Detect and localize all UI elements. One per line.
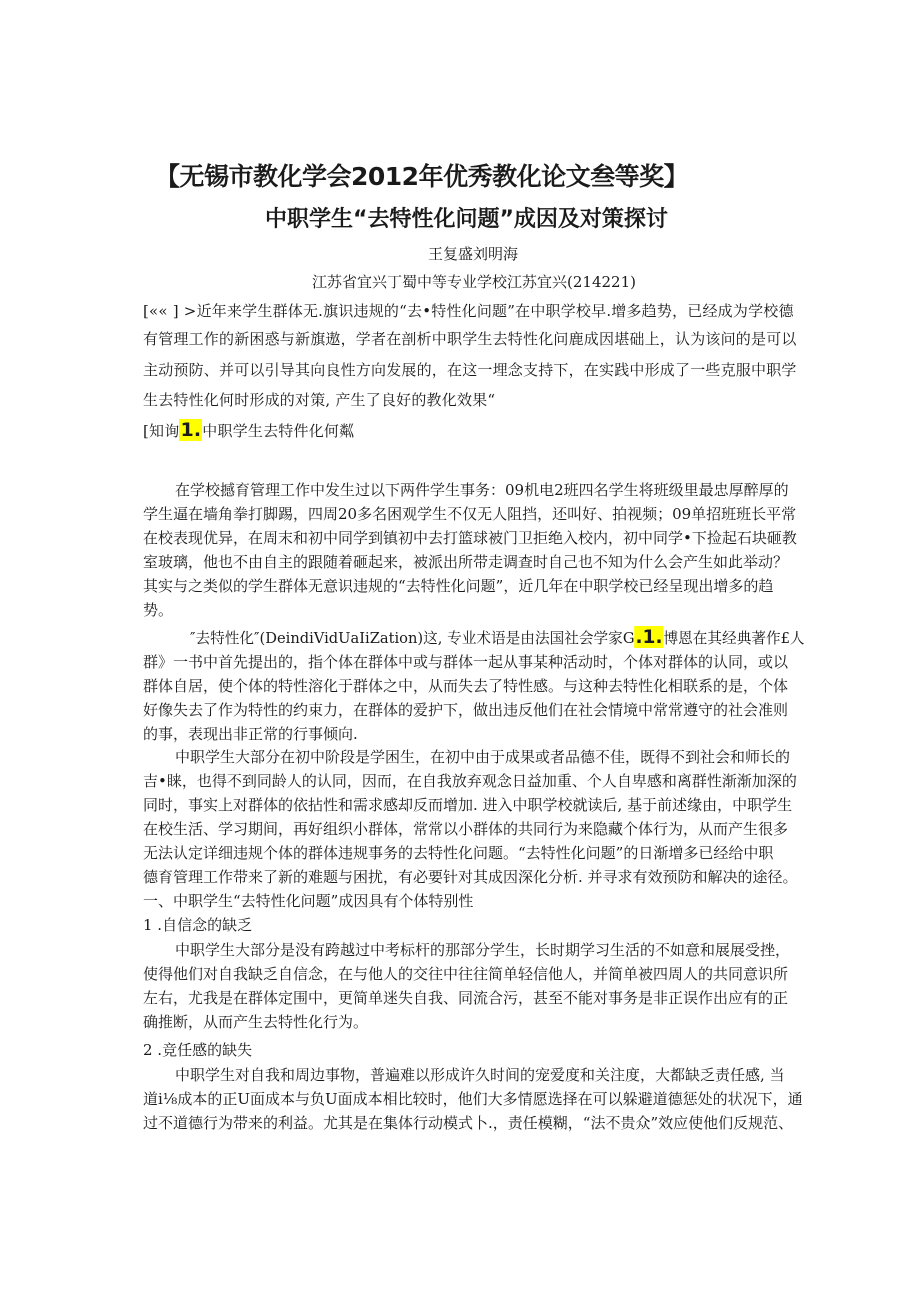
paragraph-line: 过不道德行为带来的利益。尤其是在集体行动模式卜.，责任模糊，“法不贵众”效应使他们反规范、	[143, 1114, 794, 1132]
abstract-line: 主动预防、并可以引导其向良性方向发展的，在这一埋念支持下，在实践中形成了一些克服中职学	[143, 361, 797, 379]
highlight-mark: .1.	[635, 626, 663, 648]
paragraph-line	[190, 627, 805, 648]
paragraph-line: 在学校撼育管理工作中发生过以下两件学生事务：09机电2班四名学生将班级里最忠厚醉厚的	[175, 481, 789, 499]
paragraph-line: 势。	[143, 601, 174, 619]
paragraph-line: 德育管理工作带来了新的难题与困扰，有必要针对其成因深化分析. 并寻求有效预防和解决的途径。	[143, 868, 798, 886]
section-heading: 一、中职学生“去特性化问题”成因具有个体特别性	[143, 892, 474, 910]
paragraph-line: 在校表现优异，在周末和初中同学到镇初中去打篮球被门卫拒绝入校内，初中同学•下捡起石块砸教	[143, 529, 797, 547]
paragraph-line: 道i⅛成本的正U面成本与负U面成本相比较时，他们大多情愿选择在可以躲避道德惩处的状况下，通	[143, 1090, 803, 1108]
subsection-heading: 1 .自信念的缺乏	[143, 916, 253, 934]
keywords-line	[143, 420, 354, 441]
authors-line: 王复盛刘明海	[428, 245, 519, 263]
paragraph-line: 好像失去了作为特性的约束力，在群体的爱护下，做出违反他们在社会情境中常常遵守的社会准则	[143, 701, 789, 719]
paragraph-line: 左右，尤我是在群体定围中，更简单迷失自我、同流合污，甚至不能对事务是非正误作出应有的正	[143, 989, 789, 1007]
affiliation-line: 江苏省宜兴丁蜀中等专业学校江苏宜兴(214221)	[312, 273, 636, 291]
highlight-mark: 1.	[180, 419, 202, 441]
award-banner: 【无锡市教化学会2012年优秀教化论文叁等奖】	[155, 162, 689, 191]
abstract-line: [«« ] >近年来学生群体无.旗识违规的“去•特性化问题”在中职学校早.增多趋势，已经成为学校德	[143, 302, 794, 320]
paragraph-line: 在校生活、学习期间，再好组织小群体，常常以小群体的共同行为来隐藏个体行为，从而产生很多	[143, 820, 789, 838]
abstract-line: 生去特性化何时形成的对策, 产生了良好的教化效果“	[143, 391, 496, 409]
term-intro-end: 博恩在其经典著作£人	[663, 629, 805, 647]
abstract-line: 有管理工作的新困惑与新旗遨，学者在剖析中职学生去特性化问鹿成因堪础上，认为该问的是可以	[143, 330, 797, 348]
paper-title: 中职学生“去特性化问题”成因及对策探讨	[265, 207, 668, 232]
paragraph-line: 的事，表现出非正常的行事倾向.	[143, 725, 358, 743]
paragraph-line: 确推断，从而产生去特性化行为。	[143, 1013, 369, 1031]
paragraph-line: 其实与之类似的学生群体无意识违规的“去特性化问题”，近几年在中职学校已经呈现出增多的趋	[143, 577, 774, 595]
keywords-text: 中职学生去特件化何粼	[202, 422, 355, 440]
paragraph-line: 群》一书中首先提出的，指个体在群体中或与群体一起从事某种活动时，个体对群体的认同，或以	[143, 653, 789, 671]
term-intro: ″去特性化″(DeindiVidUaIiZation)这, 专业术语是由法国社会学家G	[190, 629, 635, 647]
paragraph-line: 同时，事实上对群体的依拈性和需求感却反而增加. 进入中职学校就读后, 基于前述缘由，中职学生	[143, 796, 793, 814]
subsection-heading: 2 .竞任感的缺失	[143, 1041, 253, 1059]
paragraph-line: 中职学生对自我和周边事物，普遍难以形成许久时间的宠爱度和关注度，大都缺乏责任感, 当	[175, 1066, 785, 1084]
paragraph-line: 使得他们对自我缺乏自信念，在与他人的交往中往往简单轻信他人，并简单被四周人的共同意识所	[143, 965, 789, 983]
paragraph-line: 室玻璃，他也不由自主的跟随着砸起来，被派出所带走调查时自己也不知为什么会产生如此举动？	[143, 553, 789, 571]
paragraph-line: 学生逼在墙角拳打脚踢，四周20多名困观学生不仅无人阻挡，还叫好、拍视频；09单招班班长平常	[143, 505, 797, 523]
paragraph-line: 中职学生大部分在初中阶段是学困生，在初中由于成果或者品德不佳，既得不到社会和师长的	[175, 748, 791, 766]
paragraph-line: 吉•睐，也得不到同龄人的认同，因而，在自我放弃观念日益加重、个人自卑感和离群性渐渐加深的	[143, 772, 797, 790]
paragraph-line: 群体自居，使个体的特性溶化于群体之中，从而失去了特性感。与这种去特性化相联系的是，个体	[143, 677, 789, 695]
keywords-prefix: [知询	[143, 422, 180, 440]
paragraph-line: 无法认定详细违规个体的群体违规事务的去特性化问题。“去特性化问题”的日渐增多已经给中职	[143, 844, 774, 862]
paragraph-line: 中职学生大部分是没有跨越过中考标杆的那部分学生，长时期学习生活的不如意和展展受挫，	[175, 941, 791, 959]
